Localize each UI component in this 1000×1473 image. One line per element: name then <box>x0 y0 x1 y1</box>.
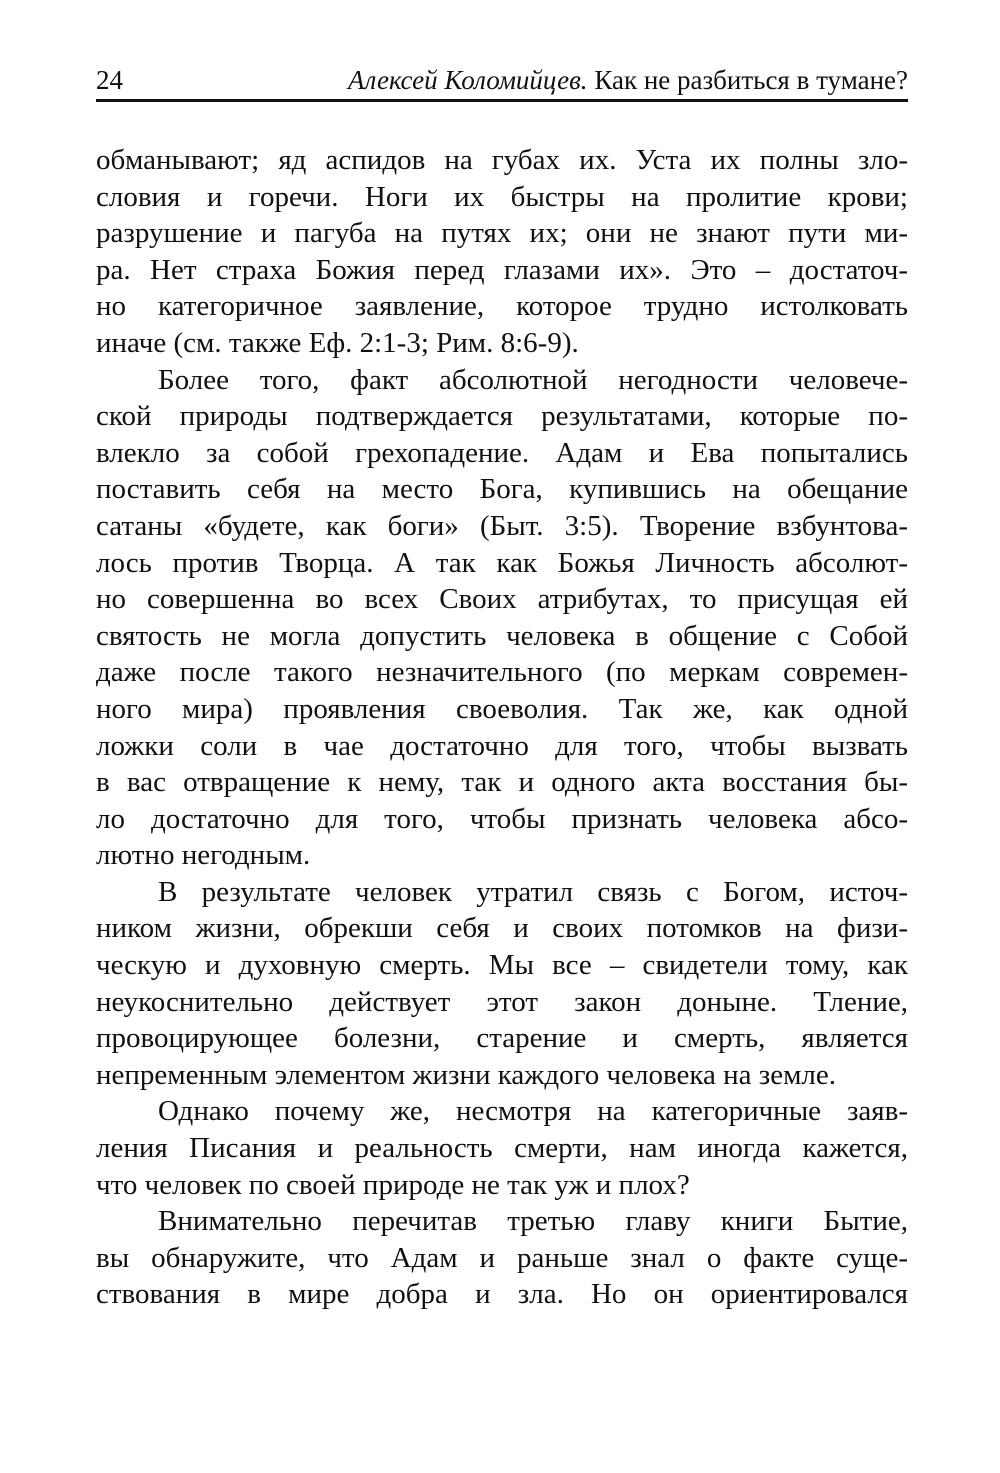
running-head-author: Алексей Коломийцев. <box>348 65 588 95</box>
running-head-book-title: Как не разбиться в тумане? <box>594 65 908 95</box>
text-line: ления Писания и реальность смерти, нам иногда кажется, <box>96 1132 908 1165</box>
text-line: ложки соли в чае достаточно для того, чтобы вызвать <box>96 729 908 762</box>
text-line: влекло за собой грехопадение. Адам и Ева попытались <box>96 436 908 469</box>
text-line: ра. Нет страха Божия перед глазами их». Это – достаточ- <box>96 253 908 286</box>
text-line: ником жизни, обрекши себя и своих потомков на физи- <box>96 912 908 945</box>
paragraph-first-line: Более того, факт абсолютной негодности человече- <box>158 363 908 396</box>
text-line: в вас отвращение к нему, так и одного акта восстания бы- <box>96 766 908 799</box>
paragraph-first-line: Однако почему же, несмотря на категоричные заяв- <box>158 1095 908 1128</box>
running-title <box>348 62 908 98</box>
text-line: ствования в мире добра и зла. Но он ориентировался <box>96 1278 908 1311</box>
text-line: ло достаточно для того, чтобы признать человека абсо- <box>96 802 908 835</box>
text-line: но категоричное заявление, которое трудно истолковать <box>96 290 908 323</box>
text-line: ской природы подтверждается результатами, которые по- <box>96 400 908 433</box>
running-head <box>96 62 908 98</box>
paragraph-first-line: Внимательно перечитав третью главу книги Бытие, <box>158 1205 908 1238</box>
text-line: но совершенна во всех Своих атрибутах, то присущая ей <box>96 583 908 616</box>
text-line: неукоснительно действует этот закон доныне. Тление, <box>96 985 908 1018</box>
text-line: святость не могла допустить человека в общение с Собой <box>96 619 908 652</box>
text-line: сатаны «будете, как боги» (Быт. 3:5). Творение взбунтова- <box>96 509 908 542</box>
page-number: 24 <box>96 65 123 95</box>
text-line: поставить себя на место Бога, купившись на обещание <box>96 473 908 506</box>
text-line: даже после такого незначительного (по меркам современ- <box>96 656 908 689</box>
header-rule <box>96 99 908 102</box>
text-line: разрушение и пагуба на путях их; они не знают пути ми- <box>96 217 908 250</box>
text-line: лютно негодным. <box>96 839 311 872</box>
text-line: лось против Творца. А так как Божья Личность абсолют- <box>96 546 908 579</box>
text-line: непременным элементом жизни каждого человека на земле. <box>96 1058 837 1091</box>
paragraph-first-line: В результате человек утратил связь с Богом, источ- <box>158 875 908 908</box>
text-line: провоцирующее болезни, старение и смерть, является <box>96 1022 908 1055</box>
text-line: обманывают; яд аспидов на губах их. Уста их полны зло- <box>96 144 908 176</box>
text-line: вы обнаружите, что Адам и раньше знал о факте суще- <box>96 1241 908 1274</box>
body-text <box>96 142 908 1313</box>
text-line: иначе (см. также Еф. 2:1-3; Рим. 8:6-9). <box>96 326 579 359</box>
text-line: что человек по своей природе не так уж и плох? <box>96 1168 690 1201</box>
text-line: ного мира) проявления своеволия. Так же, как одной <box>96 692 908 725</box>
text-line: ческую и духовную смерть. Мы все – свидетели тому, как <box>96 949 908 982</box>
text-line: словия и горечи. Ноги их быстры на пролитие крови; <box>96 180 908 213</box>
